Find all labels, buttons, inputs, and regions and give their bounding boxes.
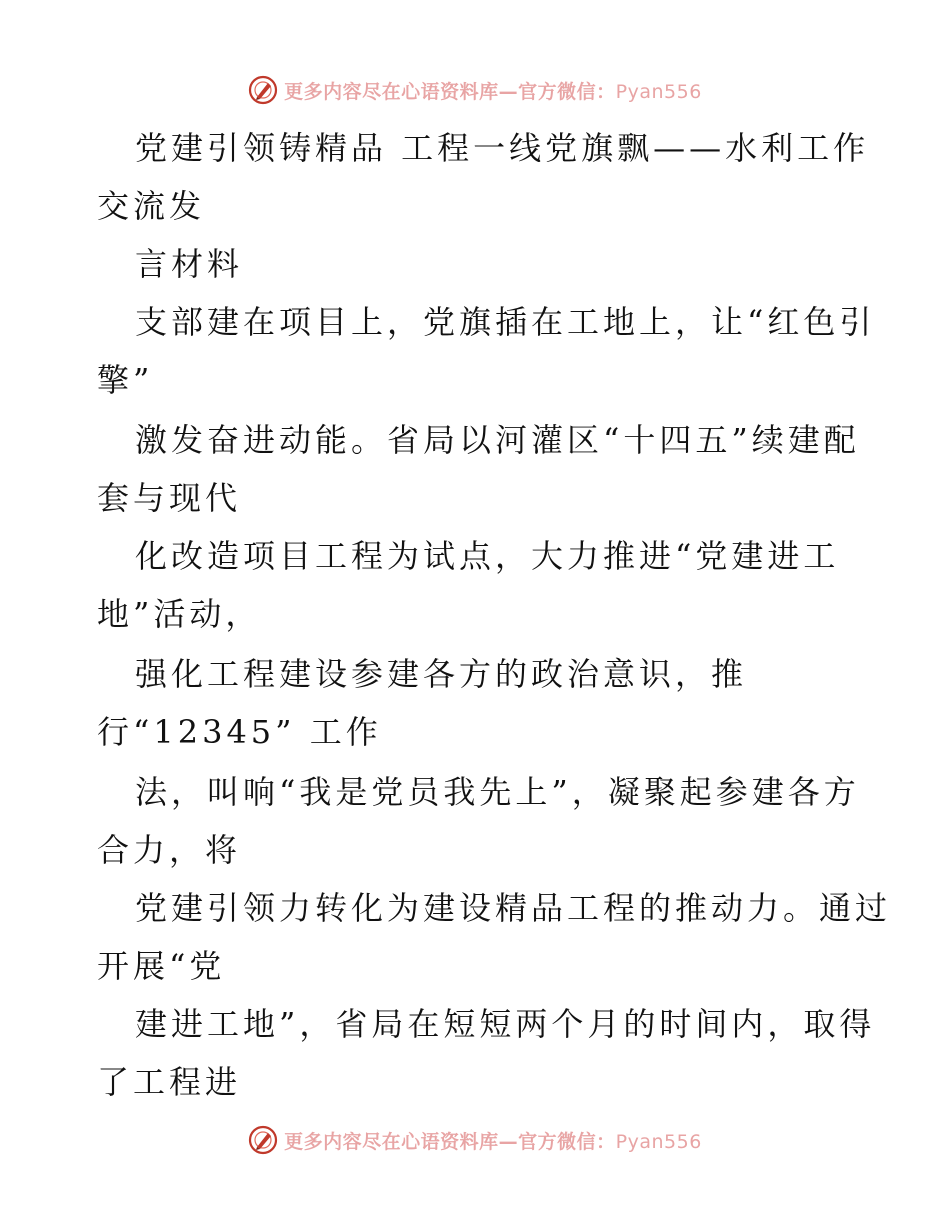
text-line: 开展“党 [97, 947, 226, 985]
pen-logo-icon [248, 1125, 278, 1155]
text-line: 支部建在项目上，党旗插在工地上，让“红色引 [135, 303, 876, 341]
text-line: 行“12345” 工作 [97, 713, 382, 751]
text-line: 党建引领铸精品 工程一线党旗飘——水利工作 [135, 129, 870, 167]
text-line: 地”活动， [97, 595, 262, 633]
text-line: 建进工地”，省局在短短两个月的时间内，取得 [135, 1005, 876, 1043]
text-line: 套与现代 [97, 479, 242, 517]
header-watermark-text: 更多内容尽在心语资料库—官方微信：Pyan556 [284, 80, 702, 103]
text-line: 强化工程建设参建各方的政治意识，推 [135, 655, 748, 693]
text-line: 法，叫响“我是党员我先上”，凝聚起参建各方 [135, 773, 860, 811]
text-line: 激发奋进动能。省局以河灌区“十四五”续建配 [135, 421, 860, 459]
text-line: 言材料 [135, 245, 244, 283]
footer-watermark-banner [0, 1120, 950, 1160]
text-line: 合力，将 [97, 831, 242, 869]
text-line: 交流发 [97, 187, 206, 225]
text-line: 了工程进 [97, 1063, 242, 1101]
text-line: 擎” [97, 361, 154, 399]
text-line: 化改造项目工程为试点，大力推进“党建进工 [135, 537, 840, 575]
text-line: 党建引领力转化为建设精品工程的推动力。通过 [135, 889, 892, 927]
footer-watermark-text: 更多内容尽在心语资料库—官方微信：Pyan556 [284, 1130, 702, 1153]
